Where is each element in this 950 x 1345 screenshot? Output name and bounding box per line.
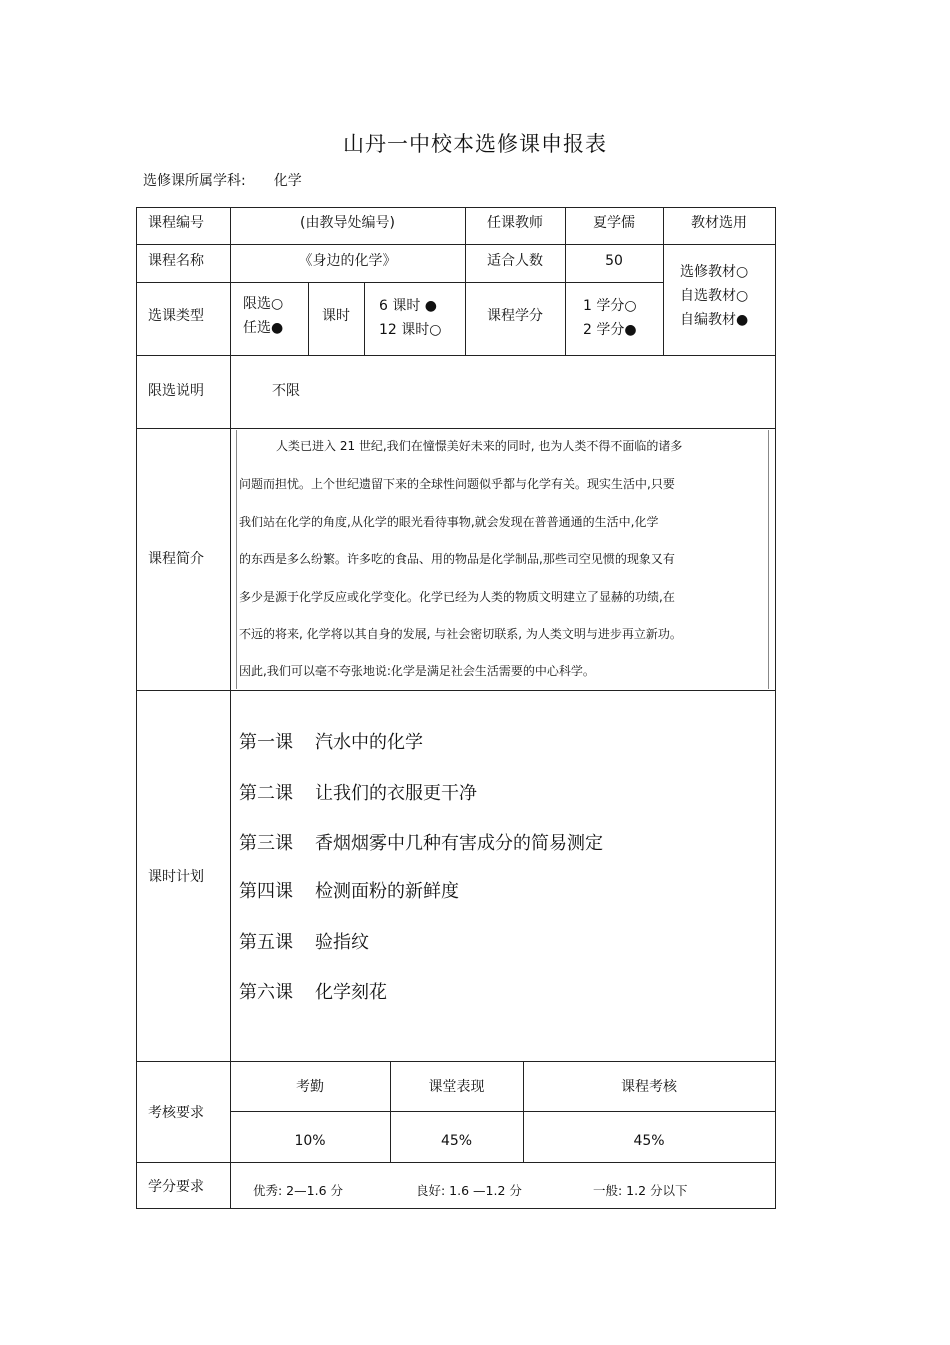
textbook-options (680, 260, 748, 332)
lesson-title: 化学刻花 (315, 982, 387, 1003)
intro-line: 我们站在化学的角度,从化学的眼光看待事物,就会发现在普普通通的生活中,化学 (239, 515, 659, 529)
lesson-item (239, 779, 477, 805)
grid-line (136, 1162, 776, 1163)
course-no-value: (由教导处编号) (300, 215, 395, 231)
credit-req-item: 一般: 1.2 分以下 (593, 1183, 688, 1198)
credit-req-label: 学分要求 (148, 1179, 204, 1195)
subject-value: 化学 (273, 173, 302, 189)
restriction-value: 不限 (272, 383, 300, 399)
credit-options (583, 294, 637, 342)
grid-line (136, 690, 776, 691)
textbook-option: 自选教材○ (680, 288, 749, 304)
textbook-option: 选修教材○ (680, 264, 749, 280)
grid-line (236, 430, 237, 689)
credit-req-item: 良好: 1.6 —1.2 分 (416, 1183, 522, 1198)
grid-line (136, 207, 776, 208)
grid-line (230, 1111, 776, 1112)
restriction-label: 限选说明 (148, 383, 204, 399)
intro-line: 人类已进入 21 世纪,我们在憧憬美好未来的同时, 也为人类不得不面临的诸多 (276, 439, 683, 453)
grid-line (136, 1208, 776, 1209)
lesson-item (239, 978, 387, 1004)
assessment-value: 10% (294, 1133, 326, 1149)
intro-line: 不远的将来, 化学将以其自身的发展, 与社会密切联系, 为人类文明与进步再立新功。 (239, 627, 682, 641)
plan-label: 课时计划 (148, 869, 204, 885)
credit-req-item: 优秀: 2—1.6 分 (253, 1183, 343, 1198)
course-name-value: 《身边的化学》 (298, 253, 397, 269)
grid-line (230, 207, 231, 1209)
lesson-title: 验指纹 (315, 932, 369, 953)
lesson-item (239, 829, 603, 855)
lesson-title: 检测面粉的新鲜度 (315, 881, 459, 902)
type-option: 任选● (243, 320, 284, 336)
subject-line (143, 170, 302, 190)
assessment-header: 课堂表现 (428, 1079, 485, 1095)
lesson-no: 第六课 (239, 982, 293, 1003)
grid-line (136, 355, 776, 356)
grid-line (136, 1061, 776, 1062)
grid-line (768, 430, 769, 689)
page-title: 山丹一中校本选修课申报表 (343, 132, 607, 156)
capacity-label: 适合人数 (487, 253, 543, 269)
textbook-option: 自编教材● (680, 312, 749, 328)
grid-line (136, 282, 664, 283)
intro-line: 的东西是多么纷繁。许多吃的食品、用的物品是化学制品,那些司空见惯的现象又有 (239, 552, 675, 566)
teacher-value: 夏学儒 (593, 215, 635, 231)
hours-option: 6 课时 ● (379, 298, 438, 314)
assessment-value: 45% (440, 1133, 473, 1149)
textbook-label: 教材选用 (691, 215, 747, 231)
credit-label: 课程学分 (487, 308, 543, 324)
intro-line: 多少是源于化学反应或化学变化。化学已经为人类的物质文明建立了显赫的功绩,在 (239, 590, 675, 604)
subject-label: 选修课所属学科: (143, 173, 246, 189)
intro-label: 课程简介 (148, 551, 204, 567)
lesson-title: 香烟烟雾中几种有害成分的简易测定 (315, 833, 603, 854)
type-label: 选课类型 (148, 308, 204, 324)
assessment-label: 考核要求 (148, 1105, 204, 1121)
lesson-no: 第一课 (239, 732, 293, 753)
course-no-label: 课程编号 (148, 215, 204, 231)
hours-option: 12 课时○ (379, 322, 442, 338)
lesson-no: 第五课 (239, 932, 293, 953)
hours-options (379, 294, 441, 342)
grid-line (775, 207, 776, 1209)
capacity-value: 50 (605, 253, 623, 269)
lesson-no: 第二课 (239, 783, 293, 804)
type-option: 限选○ (243, 296, 284, 312)
assessment-header: 考勤 (296, 1079, 324, 1095)
hours-label: 课时 (322, 308, 350, 324)
lesson-no: 第三课 (239, 833, 293, 854)
grid-line (136, 244, 776, 245)
type-options (243, 292, 283, 340)
grid-line (136, 428, 776, 429)
grid-line (364, 282, 365, 356)
assessment-value: 45% (633, 1133, 665, 1149)
lesson-item (239, 928, 369, 954)
lesson-item (239, 728, 423, 754)
intro-line: 问题而担忧。上个世纪遗留下来的全球性问题似乎都与化学有关。现实生活中,只要 (239, 477, 675, 491)
lesson-title: 让我们的衣服更干净 (315, 783, 477, 804)
credit-option: 1 学分○ (583, 298, 637, 314)
lesson-title: 汽水中的化学 (315, 732, 423, 753)
grid-line (136, 207, 137, 1209)
teacher-label: 任课教师 (487, 215, 543, 231)
credit-option: 2 学分● (583, 322, 637, 338)
assessment-header: 课程考核 (621, 1079, 677, 1095)
intro-line: 因此,我们可以毫不夸张地说:化学是满足社会生活需要的中心科学。 (239, 664, 595, 678)
lesson-item (239, 877, 459, 903)
lesson-no: 第四课 (239, 881, 293, 902)
course-name-label: 课程名称 (148, 253, 204, 269)
